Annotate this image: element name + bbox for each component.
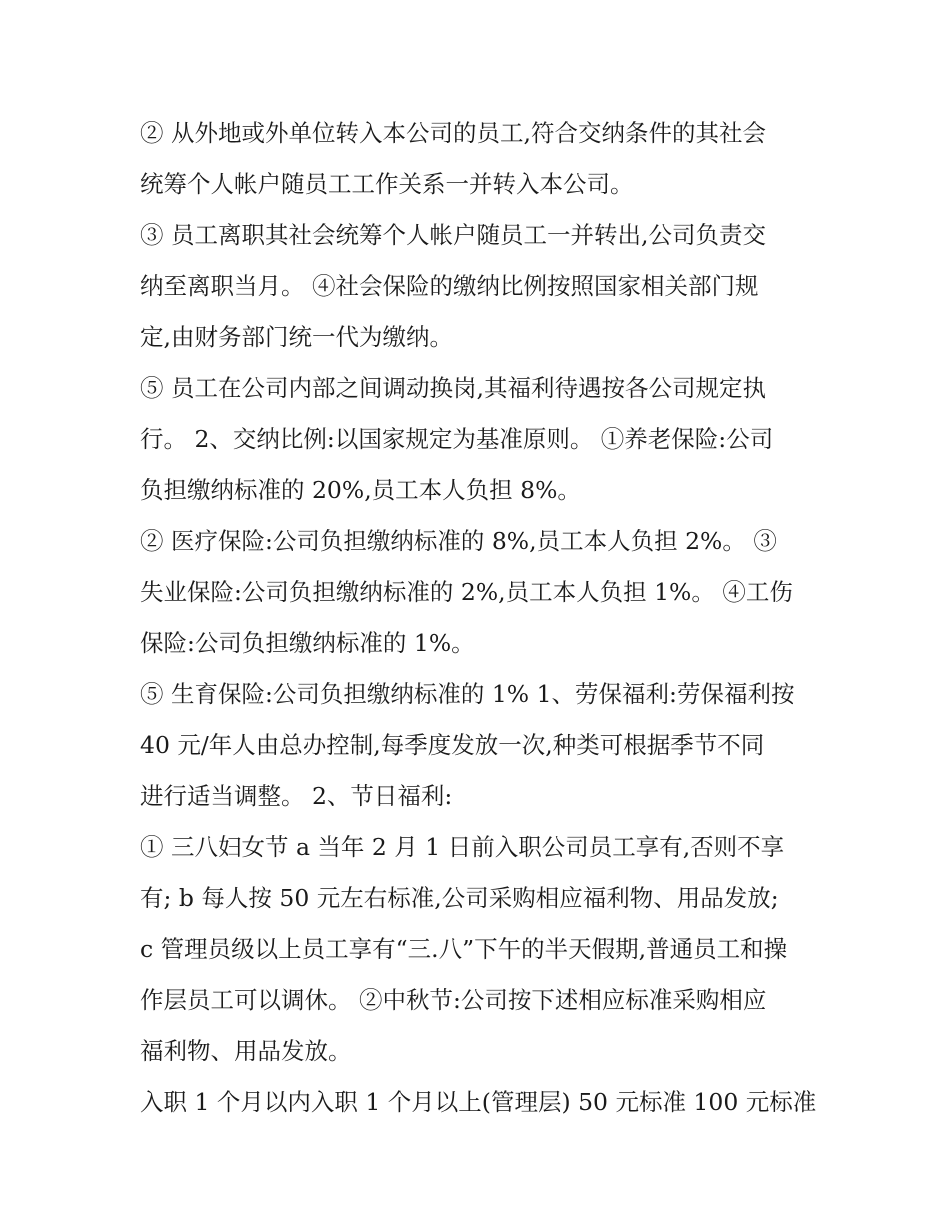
text-line: 进行适当调整。 2、节日福利: [140,782,453,810]
text-line: 定,由财务部门统一代为缴纳。 [140,323,453,351]
text-line: 负担缴纳标准的 20%,员工本人负担 8%。 [140,476,581,504]
document-body [140,108,820,1128]
text-line: 失业保险:公司负担缴纳标准的 2%,员工本人负担 1%。 ④工伤 [140,578,793,606]
text-line: ⑤ 员工在公司内部之间调动换岗,其福利待遇按各公司规定执 [140,374,766,402]
text-line: ② 医疗保险:公司负担缴纳标准的 8%,员工本人负担 2%。 ③ [140,527,777,555]
text-line: ① 三八妇女节 a 当年 2 月 1 日前入职公司员工享有,否则不享 [140,833,785,861]
text-line: 40 元/年人由总办控制,每季度发放一次,种类可根据季节不同 [140,731,765,759]
text-line: 有; b 每人按 50 元左右标准,公司采购相应福利物、用品发放; [140,884,779,912]
text-line: 纳至离职当月。 ④社会保险的缴纳比例按照国家相关部门规 [140,272,759,300]
text-line: 行。 2、交纳比例:以国家规定为基准原则。 ①养老保险:公司 [140,425,774,453]
text-line: ⑤ 生育保险:公司负担缴纳标准的 1% 1、劳保福利:劳保福利按 [140,680,795,708]
text-line: 统筹个人帐户随员工工作关系一并转入本公司。 [140,170,634,198]
text-line: 入职 1 个月以内入职 1 个月以上(管理层) 50 元标准 100 元标准 [140,1088,817,1116]
text-line: ③ 员工离职其社会统筹个人帐户随员工一并转出,公司负责交 [140,221,766,249]
text-line: 作层员工可以调休。 ②中秋节:公司按下述相应标准采购相应 [140,986,767,1014]
text-line: 福利物、用品发放。 [140,1037,352,1065]
text-line: ② 从外地或外单位转入本公司的员工,符合交纳条件的其社会 [140,119,766,147]
text-line: c 管理员级以上员工享有“三.八”下午的半天假期,普通员工和操 [140,935,788,963]
text-line: 保险:公司负担缴纳标准的 1%。 [140,629,475,657]
